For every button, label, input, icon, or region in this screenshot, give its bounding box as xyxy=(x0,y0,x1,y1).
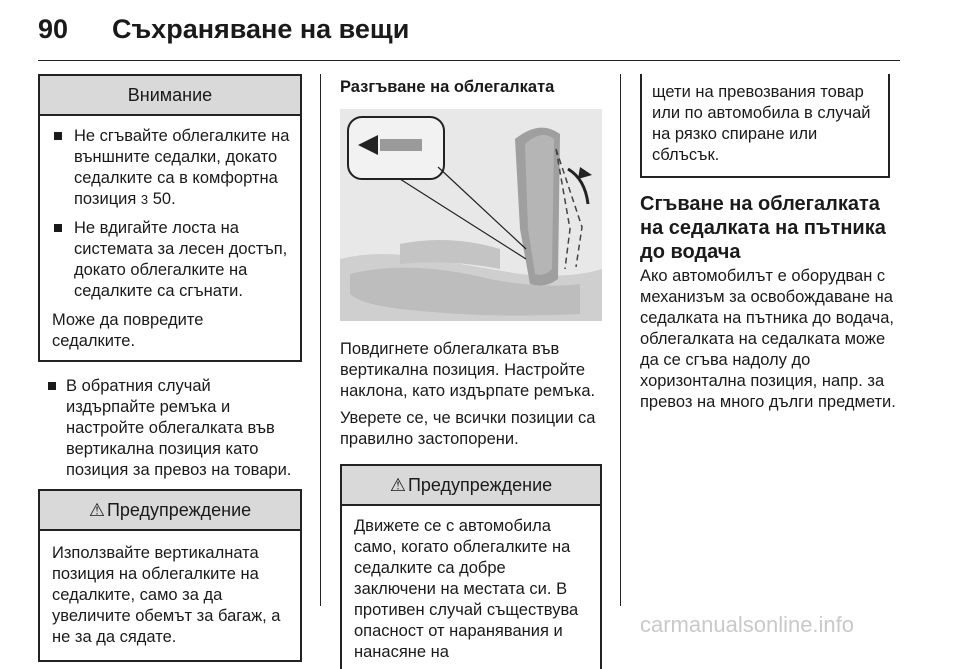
paragraph-1: Повдигнете облегалката във вертикална позиция. Настройте наклона, като издърпате ремъка. xyxy=(340,340,596,400)
page-number: 90 xyxy=(38,14,69,44)
column-1 xyxy=(38,74,302,662)
caution-box-title: Внимание xyxy=(40,76,300,116)
caution-footer: Може да повредите седалките. xyxy=(52,311,204,350)
paragraph-2: Уверете се, че всички позиции са правилно застопорени. xyxy=(340,409,596,448)
watermark: carmanualsonline.info xyxy=(640,612,855,637)
warning-text-2: Движете се с автомобила само, когато облегалките на седалките са добре заключени на местата си. В противен случай съществува опасност от наранявания и нанасяне на xyxy=(354,517,579,661)
warning-box-continued xyxy=(640,74,890,178)
warning-box xyxy=(38,489,302,662)
column-3 xyxy=(640,74,902,413)
warning-box-title: Предупреждение xyxy=(106,500,252,520)
seat-figure xyxy=(340,109,602,321)
page-header xyxy=(38,14,900,54)
warning-box-header xyxy=(40,491,300,531)
column-divider-2 xyxy=(620,74,621,606)
list-item: В обратния случай издърпайте ремъка и настройте облегалката във вертикална позиция като позиция за превоз на товари. xyxy=(46,376,302,481)
warning-box-2-header xyxy=(342,466,600,506)
page-ref-arrow-icon: 3 xyxy=(140,192,149,207)
page-title: Съхраняване на вещи xyxy=(112,14,410,44)
column-2 xyxy=(340,74,602,669)
warning-box-2-title: Предупреждение xyxy=(407,475,553,495)
warning-box-2 xyxy=(340,464,602,669)
page-ref[interactable]: 50. xyxy=(152,190,176,208)
column-divider-1 xyxy=(320,74,321,606)
warning-triangle-icon: ⚠ xyxy=(389,475,406,495)
caution-bullet-1: Не сгъвайте облегалките на външните седалки, докато седалките са в комфортна позиция 3 50. xyxy=(52,126,290,210)
section-heading-2: Сгъване на облегалката на седалката на пътника до водача xyxy=(640,193,886,263)
warning-text-continued: щети на превозвания товар или по автомобила в случай на рязко спиране или сблъсък. xyxy=(652,83,871,164)
caution-box xyxy=(38,74,302,362)
warning-text: Използвайте вертикалната позиция на облегалките на седалките, само за да увеличите обемът за багаж, а не за да сядате. xyxy=(52,544,281,646)
section-heading: Разгъване на облегалката xyxy=(340,78,555,96)
warning-triangle-icon: ⚠ xyxy=(88,500,105,520)
header-divider xyxy=(38,60,900,61)
caution-bullet-2: Не вдигайте лоста на системата за лесен достъп, докато облегалките на седалките са сгънати. xyxy=(52,218,290,302)
paragraph-3: Ако автомобилът е оборудван с механизъм за освобождаване на седалката на пътника до водача, облегалката на седалката може да се сгъва надолу до хоризонтална позиция, напр. за превоз на много дълги предмети. xyxy=(640,267,896,411)
